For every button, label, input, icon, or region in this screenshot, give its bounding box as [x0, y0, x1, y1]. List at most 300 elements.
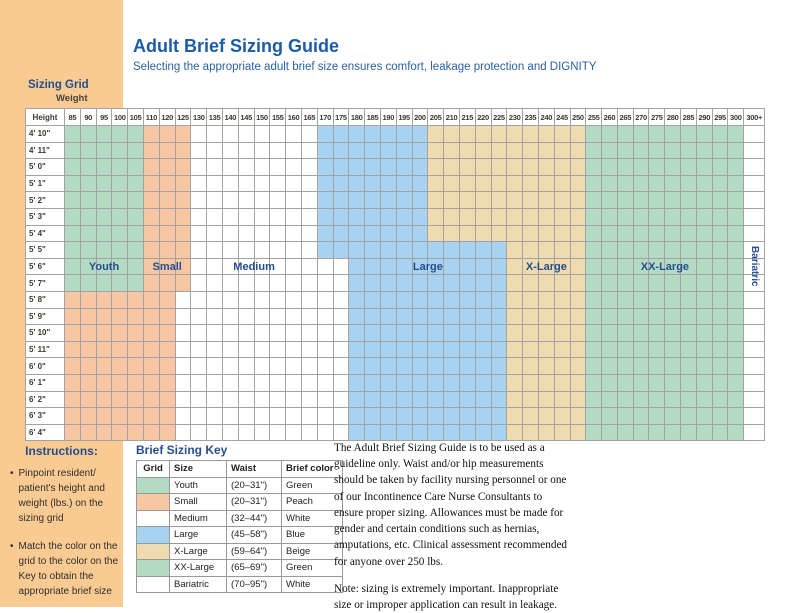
grid-cell-large [397, 358, 412, 374]
grid-cell-large [476, 408, 491, 424]
grid-cell-medium [207, 126, 222, 142]
grid-cell-medium [223, 192, 238, 208]
grid-cell-xlarge [539, 392, 554, 408]
instruction-text: Match the color on the grid to the color on the Key to obtain the appropriate brief size [18, 541, 119, 597]
grid-cell-small [160, 408, 175, 424]
grid-cell-medium [191, 259, 206, 275]
grid-cell-medium [302, 275, 317, 291]
grid-cell-xlarge [507, 292, 522, 308]
weight-header-cell: 240 [539, 109, 554, 125]
grid-cell-medium [191, 358, 206, 374]
grid-cell-medium [302, 226, 317, 242]
weight-header-cell: 160 [286, 109, 301, 125]
grid-cell-xxlarge [728, 242, 743, 258]
grid-cell-medium [223, 309, 238, 325]
weight-header-cell: 255 [586, 109, 601, 125]
grid-cell-xlarge [555, 375, 570, 391]
key-waist: (70–95") [227, 576, 282, 593]
grid-cell-small [97, 325, 112, 341]
key-row-small [137, 494, 343, 511]
grid-cell-large [397, 209, 412, 225]
weight-header-cell: 300 [728, 109, 743, 125]
grid-cell-xlarge [476, 159, 491, 175]
grid-cell-large [428, 375, 443, 391]
grid-cell-xxlarge [649, 226, 664, 242]
grid-cell-xxlarge [681, 209, 696, 225]
grid-cell-large [444, 342, 459, 358]
grid-cell-xxlarge [649, 309, 664, 325]
grid-cell-xxlarge [602, 176, 617, 192]
grid-cell-medium [286, 226, 301, 242]
grid-cell-medium [318, 259, 333, 275]
grid-cell-xlarge [571, 342, 586, 358]
grid-cell-large [334, 159, 349, 175]
height-label-cell: 6' 0" [26, 358, 64, 374]
grid-cell-small [144, 192, 159, 208]
grid-cell-small [144, 176, 159, 192]
grid-cell-xxlarge [602, 242, 617, 258]
grid-cell-xlarge [428, 176, 443, 192]
grid-cell-xlarge [476, 192, 491, 208]
grid-cell-xxlarge [681, 342, 696, 358]
grid-cell-medium [223, 292, 238, 308]
grid-cell-xxlarge [728, 159, 743, 175]
grid-cell-large [365, 259, 380, 275]
grid-cell-bariatric [744, 375, 764, 391]
weight-header-cell: 135 [207, 109, 222, 125]
grid-cell-youth [112, 209, 127, 225]
key-size: X-Large [170, 543, 227, 560]
grid-cell-medium [176, 408, 191, 424]
grid-cell-large [381, 159, 396, 175]
grid-cell-medium [223, 159, 238, 175]
grid-cell-small [144, 392, 159, 408]
grid-cell-large [413, 358, 428, 374]
weight-header-cell: 175 [334, 109, 349, 125]
grid-cell-youth [65, 209, 80, 225]
weight-header-cell: 165 [302, 109, 317, 125]
key-swatch-youth [137, 477, 170, 494]
grid-cell-large [365, 392, 380, 408]
grid-cell-large [334, 176, 349, 192]
bullet-icon: • [10, 541, 14, 552]
grid-cell-xxlarge [728, 192, 743, 208]
grid-cell-xlarge [571, 159, 586, 175]
grid-cell-bariatric [744, 292, 764, 308]
weight-header-cell: 150 [255, 109, 270, 125]
grid-cell-small [176, 275, 191, 291]
grid-cell-xxlarge [586, 425, 601, 441]
grid-cell-xlarge [539, 242, 554, 258]
grid-cell-small [144, 408, 159, 424]
key-swatch-xxlarge [137, 560, 170, 577]
grid-cell-small [160, 159, 175, 175]
grid-cell-large [397, 425, 412, 441]
grid-cell-small [176, 143, 191, 159]
grid-cell-xxlarge [618, 275, 633, 291]
grid-cell-xxlarge [665, 375, 680, 391]
key-size: Youth [170, 477, 227, 494]
height-label-cell: 4' 11" [26, 143, 64, 159]
grid-cell-xxlarge [697, 143, 712, 159]
grid-cell-medium [239, 226, 254, 242]
grid-cell-large [397, 242, 412, 258]
grid-cell-large [492, 392, 507, 408]
grid-cell-xxlarge [728, 126, 743, 142]
grid-cell-xxlarge [697, 259, 712, 275]
grid-cell-large [334, 192, 349, 208]
grid-cell-medium [191, 209, 206, 225]
grid-cell-medium [255, 259, 270, 275]
grid-cell-small [112, 408, 127, 424]
grid-cell-xxlarge [665, 226, 680, 242]
grid-cell-xxlarge [602, 425, 617, 441]
grid-cell-medium [255, 408, 270, 424]
grid-cell-large [381, 325, 396, 341]
grid-cell-medium [191, 143, 206, 159]
grid-cell-bariatric [744, 143, 764, 159]
weight-header-cell: 170 [318, 109, 333, 125]
size-label-x-large: X-Large [525, 260, 567, 273]
grid-cell-large [349, 159, 364, 175]
grid-cell-large [413, 192, 428, 208]
grid-cell-xxlarge [697, 358, 712, 374]
grid-cell-medium [207, 259, 222, 275]
grid-cell-xxlarge [634, 143, 649, 159]
grid-cell-large [365, 325, 380, 341]
grid-cell-large [365, 242, 380, 258]
instruction-bullet [10, 466, 120, 526]
grid-cell-large [460, 292, 475, 308]
height-label-cell: 6' 2" [26, 392, 64, 408]
grid-cell-medium [207, 143, 222, 159]
weight-header-cell: 215 [460, 109, 475, 125]
height-label-cell: 5' 4" [26, 226, 64, 242]
grid-cell-xxlarge [649, 176, 664, 192]
grid-cell-xlarge [555, 176, 570, 192]
grid-cell-xlarge [492, 143, 507, 159]
grid-cell-large [349, 176, 364, 192]
grid-cell-xxlarge [697, 242, 712, 258]
grid-cell-xxlarge [665, 425, 680, 441]
grid-cell-xxlarge [586, 242, 601, 258]
key-waist: (59–64") [227, 543, 282, 560]
grid-cell-large [365, 209, 380, 225]
weight-header-cell: 185 [365, 109, 380, 125]
grid-cell-medium [255, 143, 270, 159]
weight-header-cell: 290 [697, 109, 712, 125]
grid-cell-medium [176, 342, 191, 358]
grid-cell-xxlarge [618, 159, 633, 175]
grid-cell-xlarge [492, 126, 507, 142]
grid-cell-xxlarge [618, 126, 633, 142]
grid-cell-large [492, 309, 507, 325]
grid-cell-bariatric [744, 275, 764, 291]
grid-cell-large [365, 275, 380, 291]
grid-cell-xxlarge [713, 209, 728, 225]
grid-cell-large [381, 242, 396, 258]
grid-cell-xlarge [523, 275, 538, 291]
grid-cell-xxlarge [681, 259, 696, 275]
grid-cell-large [397, 292, 412, 308]
grid-cell-xxlarge [649, 209, 664, 225]
grid-cell-large [318, 192, 333, 208]
grid-cell-xlarge [555, 358, 570, 374]
grid-cell-xxlarge [634, 408, 649, 424]
grid-cell-medium [255, 226, 270, 242]
grid-cell-youth [97, 226, 112, 242]
grid-cell-large [334, 126, 349, 142]
grid-cell-xxlarge [618, 408, 633, 424]
grid-cell-medium [239, 375, 254, 391]
grid-cell-xlarge [523, 209, 538, 225]
grid-cell-xlarge [539, 126, 554, 142]
grid-cell-large [397, 375, 412, 391]
grid-cell-large [492, 358, 507, 374]
grid-cell-xlarge [523, 242, 538, 258]
grid-cell-medium [255, 292, 270, 308]
grid-cell-xlarge [571, 226, 586, 242]
grid-cell-medium [223, 143, 238, 159]
grid-cell-small [97, 375, 112, 391]
grid-cell-large [444, 309, 459, 325]
grid-cell-medium [223, 259, 238, 275]
grid-cell-large [413, 275, 428, 291]
grid-cell-xlarge [555, 309, 570, 325]
grid-cell-xxlarge [634, 309, 649, 325]
grid-cell-medium [207, 408, 222, 424]
grid-cell-xxlarge [586, 392, 601, 408]
grid-cell-small [81, 309, 96, 325]
grid-cell-medium [176, 375, 191, 391]
key-brief-color: White [282, 510, 343, 527]
grid-cell-xlarge [539, 309, 554, 325]
grid-cell-xlarge [507, 176, 522, 192]
grid-cell-youth [65, 275, 80, 291]
size-label-small: Small [152, 260, 182, 273]
grid-cell-youth [112, 275, 127, 291]
grid-cell-xlarge [539, 358, 554, 374]
grid-cell-bariatric [744, 192, 764, 208]
height-label-cell: 5' 3" [26, 209, 64, 225]
grid-cell-large [334, 242, 349, 258]
grid-cell-xxlarge [681, 358, 696, 374]
grid-cell-xlarge [539, 275, 554, 291]
grid-cell-xxlarge [728, 375, 743, 391]
grid-cell-large [460, 392, 475, 408]
grid-cell-medium [286, 408, 301, 424]
grid-cell-medium [191, 425, 206, 441]
grid-cell-xlarge [571, 408, 586, 424]
grid-cell-xxlarge [586, 358, 601, 374]
grid-cell-xxlarge [618, 425, 633, 441]
grid-cell-medium [318, 392, 333, 408]
grid-cell-large [365, 176, 380, 192]
weight-header-cell: 190 [381, 109, 396, 125]
grid-cell-large [365, 226, 380, 242]
grid-cell-xlarge [539, 292, 554, 308]
grid-cell-large [428, 275, 443, 291]
grid-cell-xxlarge [728, 408, 743, 424]
grid-cell-large [413, 143, 428, 159]
grid-cell-youth [128, 126, 143, 142]
grid-cell-small [160, 209, 175, 225]
grid-cell-xlarge [523, 292, 538, 308]
grid-cell-medium [302, 292, 317, 308]
grid-cell-xxlarge [728, 143, 743, 159]
grid-cell-xxlarge [634, 159, 649, 175]
guideline-notes [334, 440, 568, 613]
grid-cell-medium [286, 425, 301, 441]
size-label-large: Large [412, 260, 443, 273]
grid-cell-xlarge [555, 342, 570, 358]
grid-cell-youth [81, 226, 96, 242]
key-waist: (20–31") [227, 494, 282, 511]
grid-cell-large [413, 242, 428, 258]
grid-cell-medium [270, 358, 285, 374]
grid-cell-medium [334, 275, 349, 291]
weight-header-cell: 105 [128, 109, 143, 125]
grid-cell-large [381, 408, 396, 424]
grid-cell-small [176, 126, 191, 142]
grid-cell-medium [270, 209, 285, 225]
grid-cell-xlarge [571, 425, 586, 441]
grid-cell-medium [286, 275, 301, 291]
grid-cell-large [397, 226, 412, 242]
grid-cell-youth [128, 143, 143, 159]
grid-cell-youth [112, 192, 127, 208]
grid-cell-large [334, 226, 349, 242]
grid-cell-xxlarge [697, 408, 712, 424]
grid-cell-xxlarge [728, 342, 743, 358]
grid-cell-xxlarge [649, 126, 664, 142]
grid-cell-xxlarge [586, 292, 601, 308]
grid-cell-small [65, 392, 80, 408]
grid-cell-medium [270, 309, 285, 325]
weight-header-cell: 155 [270, 109, 285, 125]
grid-cell-large [397, 342, 412, 358]
grid-cell-large [476, 325, 491, 341]
grid-cell-large [492, 292, 507, 308]
grid-cell-xlarge [555, 126, 570, 142]
grid-cell-xlarge [444, 209, 459, 225]
brief-sizing-key-table [136, 460, 343, 593]
key-swatch-medium [137, 510, 170, 527]
grid-cell-medium [270, 425, 285, 441]
grid-cell-large [349, 392, 364, 408]
grid-cell-xlarge [555, 259, 570, 275]
grid-cell-xlarge [555, 226, 570, 242]
grid-cell-xxlarge [713, 425, 728, 441]
grid-cell-medium [207, 358, 222, 374]
grid-cell-medium [239, 325, 254, 341]
grid-cell-medium [286, 309, 301, 325]
grid-cell-small [144, 209, 159, 225]
grid-cell-small [65, 358, 80, 374]
grid-cell-medium [334, 358, 349, 374]
grid-cell-large [397, 309, 412, 325]
grid-cell-small [81, 392, 96, 408]
grid-cell-xxlarge [586, 342, 601, 358]
grid-cell-xxlarge [602, 292, 617, 308]
grid-cell-large [413, 408, 428, 424]
grid-cell-xxlarge [697, 209, 712, 225]
grid-cell-xlarge [507, 309, 522, 325]
grid-cell-xxlarge [586, 209, 601, 225]
grid-cell-xxlarge [697, 292, 712, 308]
grid-cell-xlarge [428, 159, 443, 175]
grid-cell-large [381, 342, 396, 358]
grid-cell-xxlarge [728, 392, 743, 408]
grid-cell-medium [207, 309, 222, 325]
grid-cell-xxlarge [602, 309, 617, 325]
key-waist: (45–58") [227, 527, 282, 544]
grid-cell-xlarge [571, 242, 586, 258]
sizing-grid [25, 108, 765, 441]
grid-cell-xxlarge [586, 309, 601, 325]
grid-cell-xxlarge [602, 226, 617, 242]
grid-cell-large [444, 392, 459, 408]
grid-cell-medium [318, 375, 333, 391]
grid-cell-large [397, 126, 412, 142]
grid-cell-xlarge [460, 143, 475, 159]
grid-cell-medium [286, 242, 301, 258]
grid-cell-medium [207, 425, 222, 441]
grid-cell-large [381, 375, 396, 391]
grid-cell-youth [81, 192, 96, 208]
key-row-medium [137, 510, 343, 527]
grid-cell-xlarge [523, 192, 538, 208]
bullet-icon: • [10, 468, 14, 479]
grid-cell-large [428, 425, 443, 441]
grid-cell-medium [270, 275, 285, 291]
grid-cell-large [413, 259, 428, 275]
grid-cell-large [476, 275, 491, 291]
grid-cell-large [444, 358, 459, 374]
grid-cell-youth [112, 143, 127, 159]
grid-cell-large [381, 259, 396, 275]
weight-header-cell: 245 [555, 109, 570, 125]
height-label-cell: 5' 9" [26, 309, 64, 325]
size-label-bariatric: Bariatric [748, 246, 760, 287]
key-swatch-xlarge [137, 543, 170, 560]
grid-cell-small [176, 176, 191, 192]
grid-cell-xxlarge [713, 159, 728, 175]
note-paragraph: Note: sizing is extremely important. Inappropriate size or improper application can result in leakage. [334, 582, 559, 612]
grid-cell-large [397, 143, 412, 159]
grid-cell-medium [270, 292, 285, 308]
grid-cell-xlarge [507, 242, 522, 258]
grid-cell-medium [207, 192, 222, 208]
grid-cell-medium [302, 408, 317, 424]
grid-cell-large [428, 392, 443, 408]
grid-cell-xlarge [523, 309, 538, 325]
grid-cell-medium [207, 325, 222, 341]
key-waist: (65–69") [227, 560, 282, 577]
grid-cell-large [476, 259, 491, 275]
grid-cell-large [349, 209, 364, 225]
grid-cell-small [97, 292, 112, 308]
grid-cell-large [428, 242, 443, 258]
grid-cell-xxlarge [586, 126, 601, 142]
grid-cell-large [381, 176, 396, 192]
grid-cell-youth [112, 159, 127, 175]
grid-cell-xlarge [492, 209, 507, 225]
grid-cell-medium [255, 176, 270, 192]
grid-cell-xxlarge [665, 126, 680, 142]
grid-cell-xxlarge [713, 259, 728, 275]
grid-cell-medium [255, 275, 270, 291]
